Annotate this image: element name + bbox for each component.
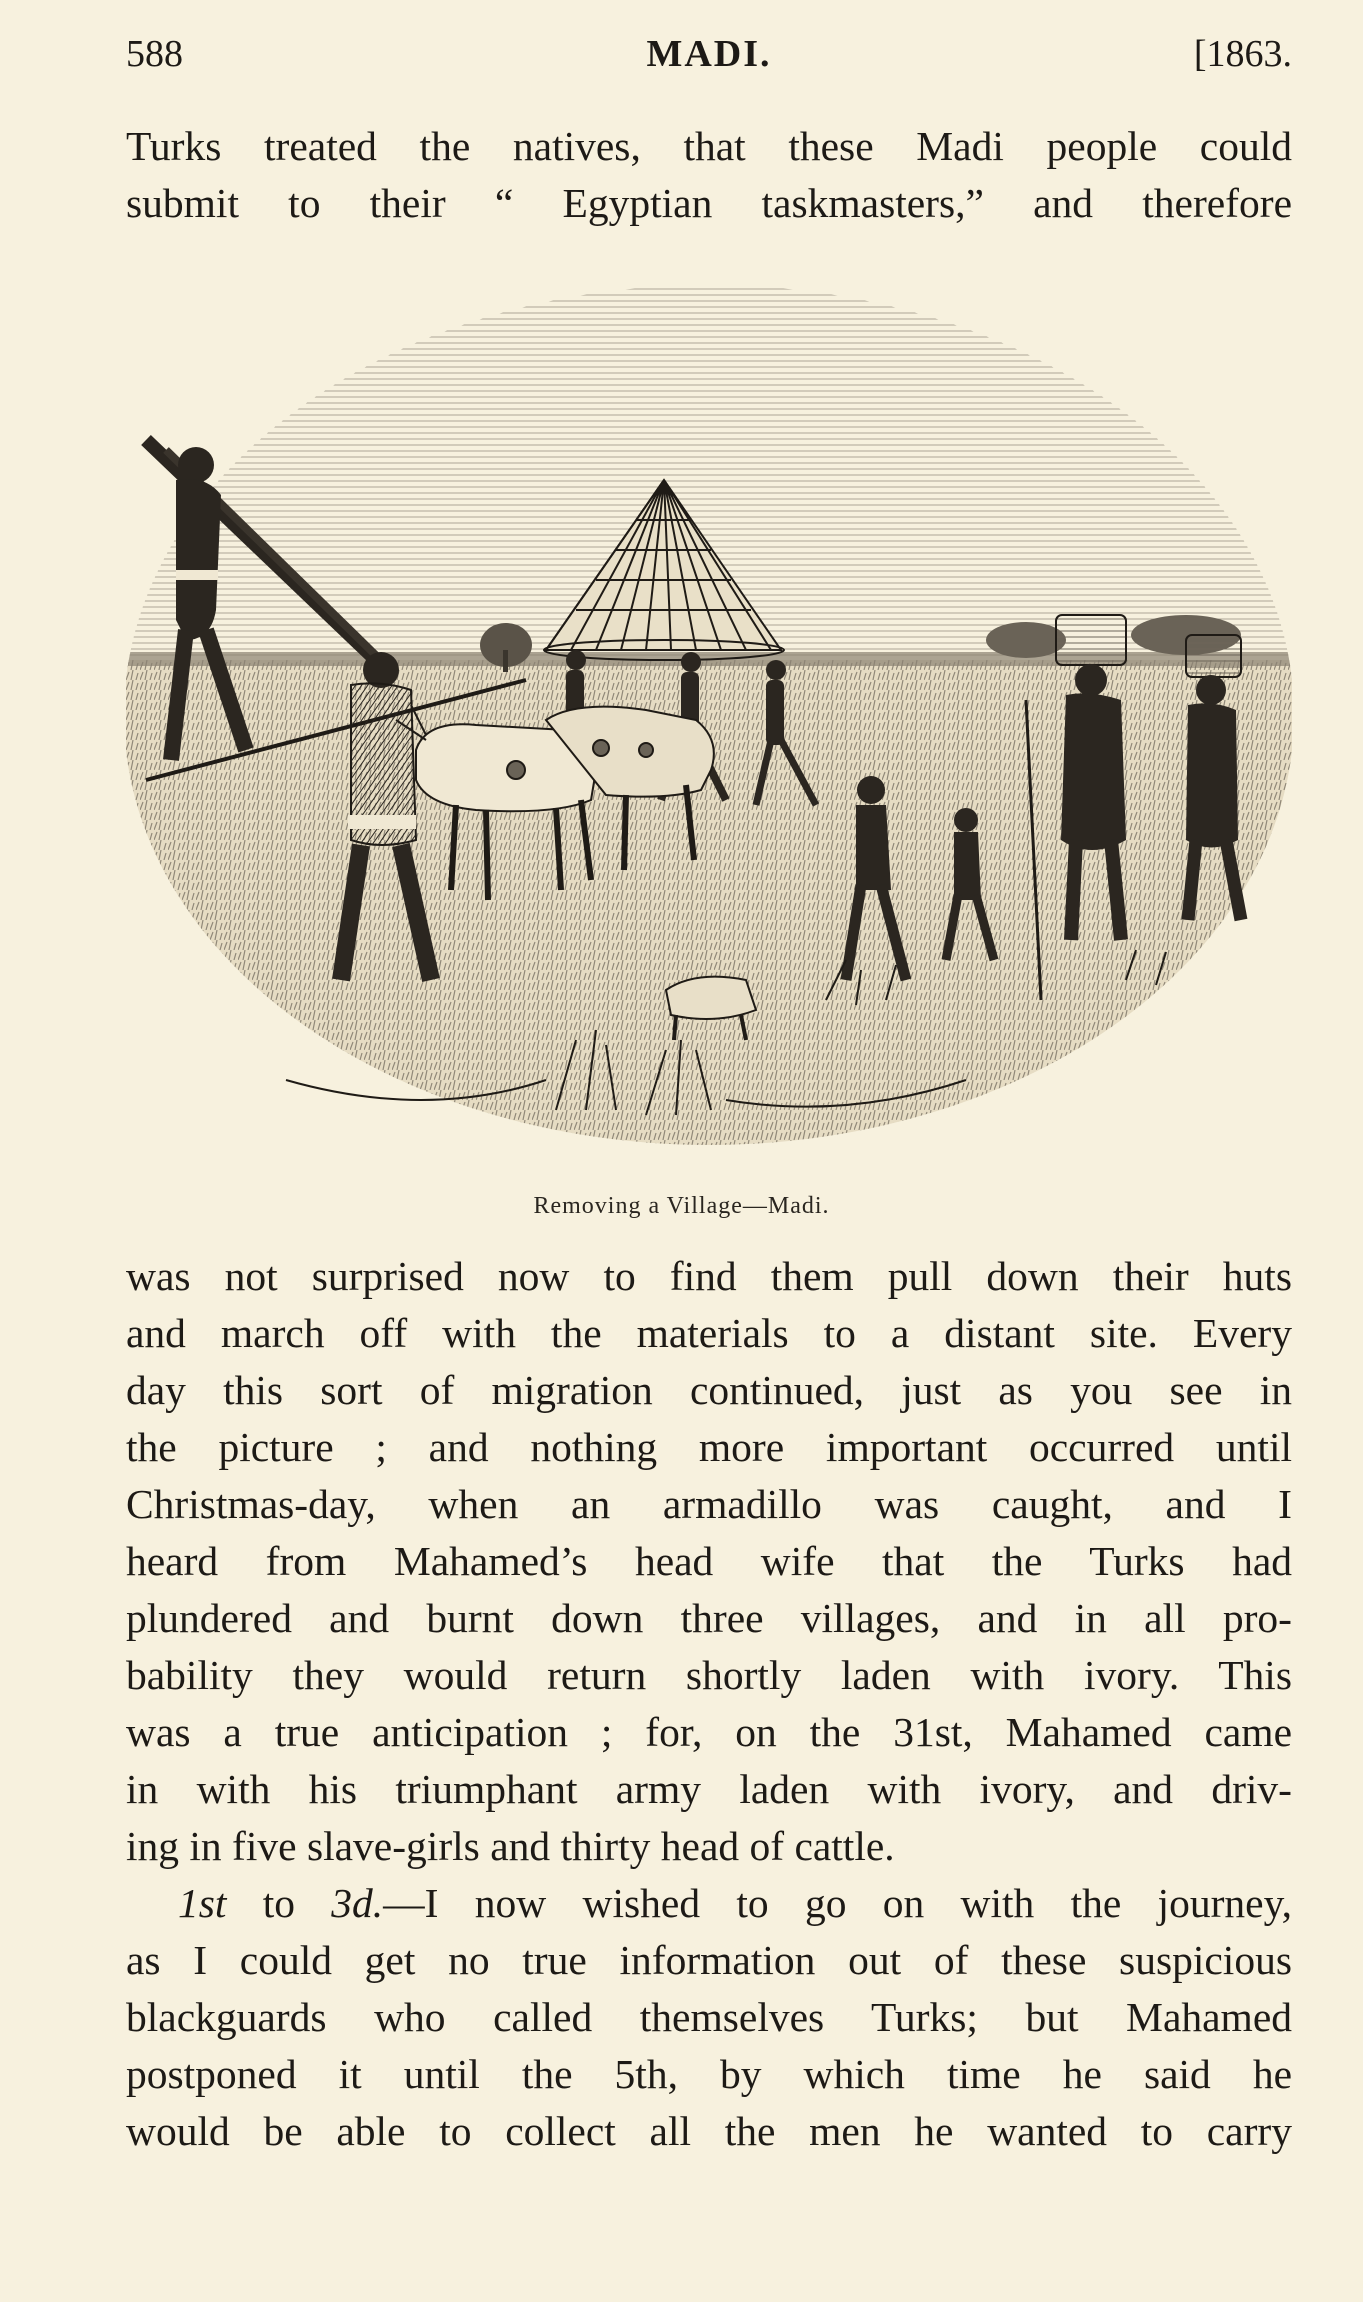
text-line: bability they would return shortly laden with ivory. This	[126, 1652, 1292, 1698]
text-line: and march off with the materials to a distant site. Every	[126, 1310, 1292, 1356]
paragraph-continued	[126, 118, 1292, 232]
text-line: was not surprised now to find them pull down their huts	[126, 1253, 1292, 1299]
text-line: was a true anticipation ; for, on the 31st, Mahamed came	[126, 1709, 1292, 1755]
running-header	[126, 32, 1292, 82]
paragraph-main	[126, 1248, 1292, 2160]
figure-caption: Removing a Village—Madi.	[533, 1193, 830, 1219]
header-year: [1863.	[1193, 33, 1292, 75]
text-line: Turks treated the natives, that these Madi people could	[126, 123, 1292, 169]
date-start: 1st	[178, 1880, 227, 1926]
text-line: as I could get no true information out of these suspicious	[126, 1937, 1292, 1983]
text-line: the picture ; and nothing more important occurred until	[126, 1424, 1292, 1470]
text-line: postponed it until the 5th, by which time he said he	[126, 2051, 1292, 2097]
date-end: 3d.	[331, 1880, 384, 1926]
text-line: day this sort of migration continued, just as you see in	[126, 1367, 1292, 1413]
text-line: ing in five slave-girls and thirty head of cattle.	[126, 1823, 895, 1869]
text-line-rest: —I now wished to go on with the journey,	[383, 1880, 1293, 1926]
date-connector: to	[226, 1880, 332, 1926]
text-line: plundered and burnt down three villages, and in all pro-	[126, 1595, 1292, 1641]
text-line: blackguards who called themselves Turks; but Mahamed	[126, 1994, 1292, 2040]
engraving-illustration	[126, 280, 1292, 1150]
text-line: submit to their “ Egyptian taskmasters,” and therefore	[126, 180, 1292, 226]
text-line: in with his triumphant army laden with ivory, and driv-	[126, 1766, 1292, 1812]
text-line: Christmas-day, when an armadillo was caught, and I	[126, 1481, 1292, 1527]
text-line: heard from Mahamed’s head wife that the Turks had	[126, 1538, 1292, 1584]
running-title: MADI.	[646, 33, 772, 75]
page-number: 588	[126, 33, 183, 75]
text-line: would be able to collect all the men he wanted to carry	[126, 2108, 1292, 2154]
date-paragraph-first-line	[126, 1875, 1292, 1932]
